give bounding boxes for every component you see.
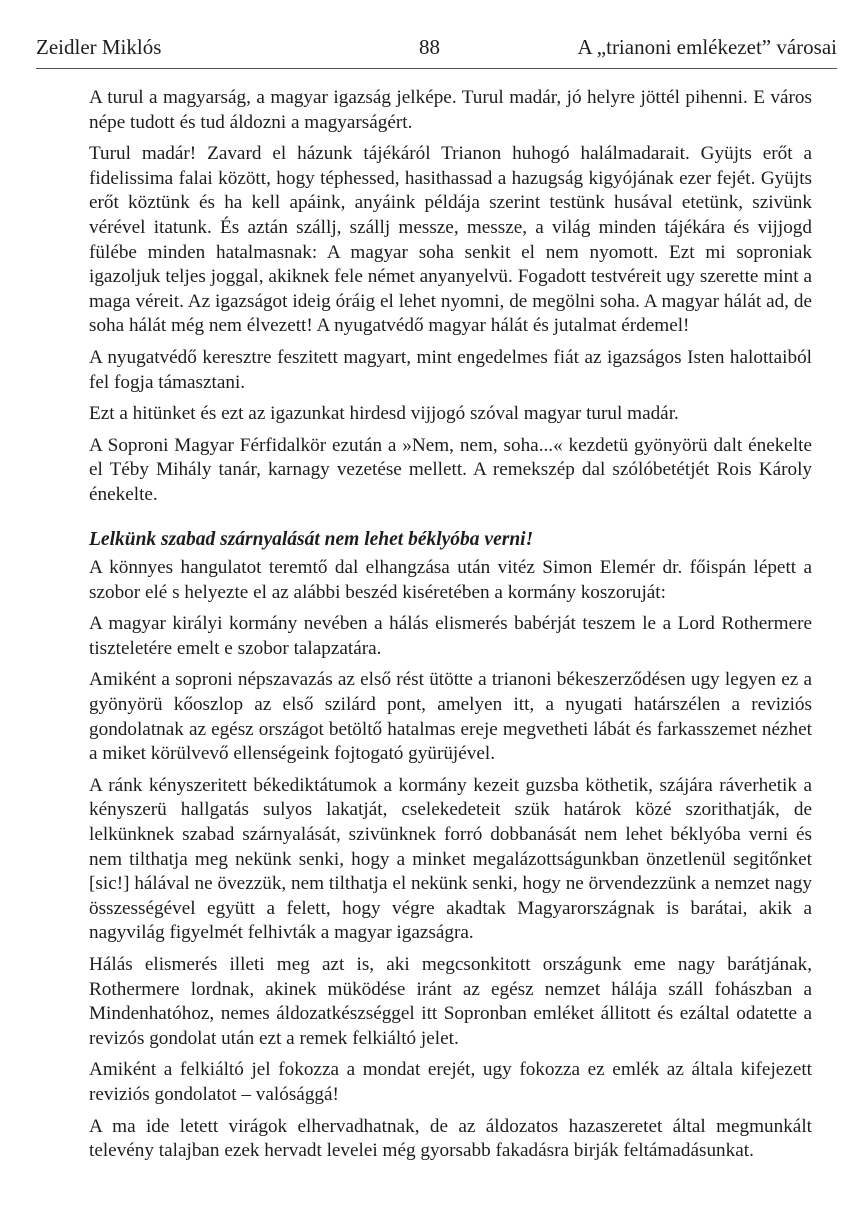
header-rule [36,68,837,69]
body-text [89,86,812,1171]
running-header [36,32,837,62]
paragraph: Turul madár! Zavard el házunk tájékáról Trianon huhogó halálmadarait. Gyüjts erőt a fidelissima falai között, hogy téphessed, hasithassad a hazugság kigyójának ezer fejét. Gyüjts erőt köztünk és ha kell apáink, anyáink példája szerint testünk husával etetünk, szivünk vérével itatunk. És aztán szállj, szállj messze, messze, a világ minden tájékára és vijjogd fülébe minden hatalmasnak: A magyar soha senkit el nem nyomott. Ezt mi sopronіak igazoljuk teljes joggal, akiknek fele német anyanyelvü. Fogadott testvéreit ugy szerette mint a maga véreit. Az igazságot ideig óráig el lehet nyomni, de megölni soha. A magyar hálát ad, de soha hálát még nem élvezett! A nyugatvédő magyar hálát és jutalmat érdemel! [89,143,812,337]
header-author: Zeidler Miklós [36,35,162,59]
section-heading: Lelkünk szabad szárnyalását nem lehet béklyóba verni! [89,528,534,550]
paragraph: A nyugatvédő keresztre feszitett magyart, mint engedelmes fiát az igazságos Isten halottaiból fel fogja támasztani. [89,346,812,393]
paragraph: A könnyes hangulatot teremtő dal elhangzása után vitéz Simon Elemér dr. főispán lépett a szobor elé s helyezte el az alábbi beszéd kiséretében a kormány koszoruját: [89,557,812,603]
header-book-title: A „trianoni emlékezet” városai [577,35,837,59]
paragraph: Amiként a felkiáltó jel fokozza a mondat erejét, ugy fokozza ez emlék az általa kifejezett reviziós gondolatot – valósággá! [89,1059,812,1105]
page-number: 88 [419,35,440,59]
paragraph: Hálás elismerés illeti meg azt is, aki megcsonkitott országunk eme nagy barátjának, Rothermere lordnak, akinek müködése iránt az egész nemzet hálája száll fohászban a Mindenhatóhoz, nemes áldozatkészséggel itt Sopronban emléket állitott és ezáltal odatette a revizós gondolat után ezt a remek felkiáltó jelet. [89,954,812,1049]
paragraph: Ezt a hitünket és ezt az igazunkat hirdesd vijjogó szóval magyar turul madár. [89,403,679,425]
paragraph: A magyar királyi kormány nevében a hálás elismerés babérját teszem le a Lord Rothermere tiszteletére emelt e szobor talapzatára. [89,613,812,659]
paragraph: Amiként a soproni népszavazás az első rést ütötte a trianoni békeszerződésen ugy legyen ez a gyönyörü kőoszlop az első szilárd pont, amelyen itt, a nyugati határszélen a reviziós gondolatnak az egész országot betöltő hatalmas ereje megvetheti lábát és farkasszemet nézhet a miket körülvevő ellenségeink fojtogató gyürüjével. [89,669,812,765]
paragraph: A turul a magyarság, a magyar igazság jelképe. Turul madár, jó helyre jöttél pihenni. E város népe tudott és tud áldozni a magyarságért. [89,87,812,133]
paragraph: A ma ide letett virágok elhervadhatnak, de az áldozatos hazaszeretet által megmunkált televény talajban ezek hervadt levelei még gyorsabb fakadásra birják feltámadásunkat. [89,1115,812,1162]
paragraph: A Soproni Magyar Férfidalkör ezután a »Nem, nem, soha...« kezdetü gyönyörü dalt énekelte el Téby Mihály tanár, karnagy vezetése mellett. A remekszép dal szólóbetétjét Rois Károly énekelte. [89,434,812,505]
paragraph: A ránk kényszeritett békediktátumok a kormány kezeit guzsba köthetik, szájára ráverhetik a kényszerü hallgatás sulyos lakatját, cselekedeteit szük határok közé szorithatják, de lelkünknek szabad szárnyalását, szivünknek forró dobbanását nem lehet béklyóba verni és nem tilthatja meg nekünk senki, hogy a minket megalázottságunkban önzetlenül segitőnket [sic!] hálával ne övezzük, nem tilthatja el nekünk senki, hogy ne örvendezzünk a nemzet nagy összességével együtt a felett, hogy végre akadtak Magyarországnak is barátai, akik a nagyvilág figyelmét felhivták a magyar igazságra. [89,774,812,944]
